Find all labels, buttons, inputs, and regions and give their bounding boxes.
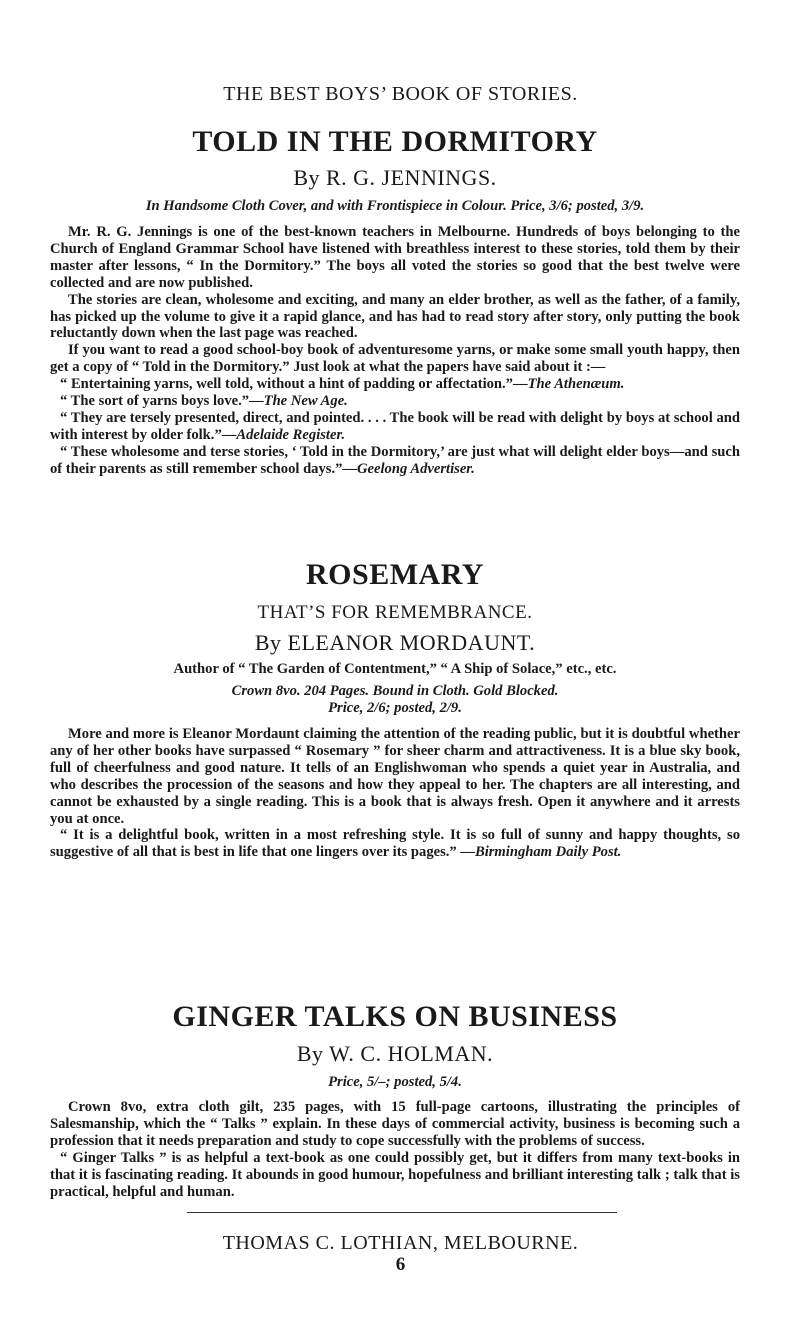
book-subtitle: THAT’S FOR REMEMBRANCE. [257, 602, 533, 623]
byline-prefix: By [254, 630, 282, 655]
quote-source: Geelong Advertiser. [357, 460, 475, 477]
description-paragraph: The stories are clean, wholesome and exciting, and many an elder brother, as well as the father, of a family, has picked up the volume to give it a rapid glance, and has had to read story after story, only putting the book reluctantly down when the last page was reached. [50, 291, 740, 342]
book-description [50, 726, 740, 861]
book-entry-told-in-the-dormitory [50, 125, 740, 478]
book-byline [50, 164, 740, 192]
format-line: Crown 8vo. 204 Pages. Bound in Cloth. Gold Blocked. [231, 683, 559, 699]
description-paragraph: “ Ginger Talks ” is as helpful a text-book as one could possibly get, but it differs from many text-books in that it is fascinating reading. It abounds in good humour, hopefulness and brilliant interesting talk ; talk that is practical, helpful and human. [50, 1149, 740, 1200]
press-quote: “ They are tersely presented, direct, and pointed. . . . The book will be read with delight by boys at school and with interest by older folk.”—Adelaide Register. [50, 409, 740, 443]
description-paragraph: If you want to read a good school-boy book of adventuresome yarns, or make some small youth happy, then get a copy of “ Told in the Dormitory.” Just look at what the papers have said about it :— [50, 342, 740, 376]
author-note: Author of “ The Garden of Contentment,” “ A Ship of Solace,” etc., etc. [173, 661, 617, 677]
quote-source: The Athenæum. [527, 376, 625, 393]
book-title: GINGER TALKS ON BUSINESS [172, 1000, 618, 1033]
book-byline [50, 1040, 740, 1068]
pricing-line: In Handsome Cloth Cover, and with Frontispiece in Colour. Price, 3/6; posted, 3/9. [145, 198, 645, 214]
divider-rule [187, 1212, 617, 1213]
author-name: W. C. HOLMAN. [329, 1041, 494, 1066]
byline-prefix: By [293, 165, 320, 190]
press-quote: “ It is a delightful book, written in a most refreshing style. It is so full of sunny and happy thoughts, so suggestive of all that is best in life that one lingers over its pages.” —Birmingham Daily Post. [50, 827, 740, 861]
author-name: ELEANOR MORDAUNT. [287, 630, 536, 655]
book-entry-ginger-talks [50, 1000, 740, 1200]
running-head: THE BEST BOYS’ BOOK OF STORIES. [223, 83, 578, 105]
author-name: R. G. JENNINGS. [326, 165, 497, 190]
book-title: TOLD IN THE DORMITORY [192, 125, 598, 158]
press-quote: “ These wholesome and terse stories, ‘ Told in the Dormitory,’ are just what will delight elder boys—and such of their parents as still remember school days.”—Geelong Advertiser. [50, 443, 740, 477]
description-paragraph: Mr. R. G. Jennings is one of the best-known teachers in Melbourne. Hundreds of boys belonging to the Church of England Grammar School have listened with breathless interest to these stories, told them by their master after lessons, “ In the Dormitory.” The boys all voted the stories so good that the best twelve were collected and are now published. [50, 224, 740, 291]
price-line: Price, 5/–; posted, 5/4. [328, 1074, 462, 1090]
book-entry-rosemary [50, 558, 740, 861]
book-description [50, 224, 740, 478]
quote-source: Birmingham Daily Post. [474, 844, 622, 861]
book-description [50, 1099, 740, 1200]
quote-source: Adelaide Register. [236, 426, 345, 443]
description-paragraph: More and more is Eleanor Mordaunt claiming the attention of the reading public, but it is doubtful whether any of her other books have surpassed “ Rosemary ” for sheer charm and attractiveness. It is a blue sky book, full of cheerfulness and good nature. It tells of an Englishwoman who spends a quiet year in Australia, and who describes the procession of the seasons and how they appeal to her. The chapters are all interesting, and cannot be exhausted by a single reading. This is a book that is always fresh. Open it anywhere and it arrests you at once. [50, 726, 740, 827]
book-title: ROSEMARY [306, 558, 484, 591]
press-quote: “ Entertaining yarns, well told, without a hint of padding or affectation.”—The Athenæum. [60, 376, 625, 393]
price-line: Price, 2/6; posted, 2/9. [328, 700, 462, 716]
byline-prefix: By [296, 1041, 324, 1066]
book-byline [50, 629, 740, 657]
press-quote: “ The sort of yarns boys love.”—The New Age. [60, 393, 348, 410]
description-paragraph: Crown 8vo, extra cloth gilt, 235 pages, with 15 full-page cartoons, illustrating the principles of Salesmanship, which the “ Talks ” explain. In these days of commercial activity, business is becoming such a profession that it needs preparation and study to cope successfully with the problems of success. [50, 1099, 740, 1149]
publisher-imprint: THOMAS C. LOTHIAN, MELBOURNE. [222, 1232, 579, 1254]
quote-source: The New Age. [263, 393, 348, 410]
page-number: 6 [395, 1254, 406, 1275]
